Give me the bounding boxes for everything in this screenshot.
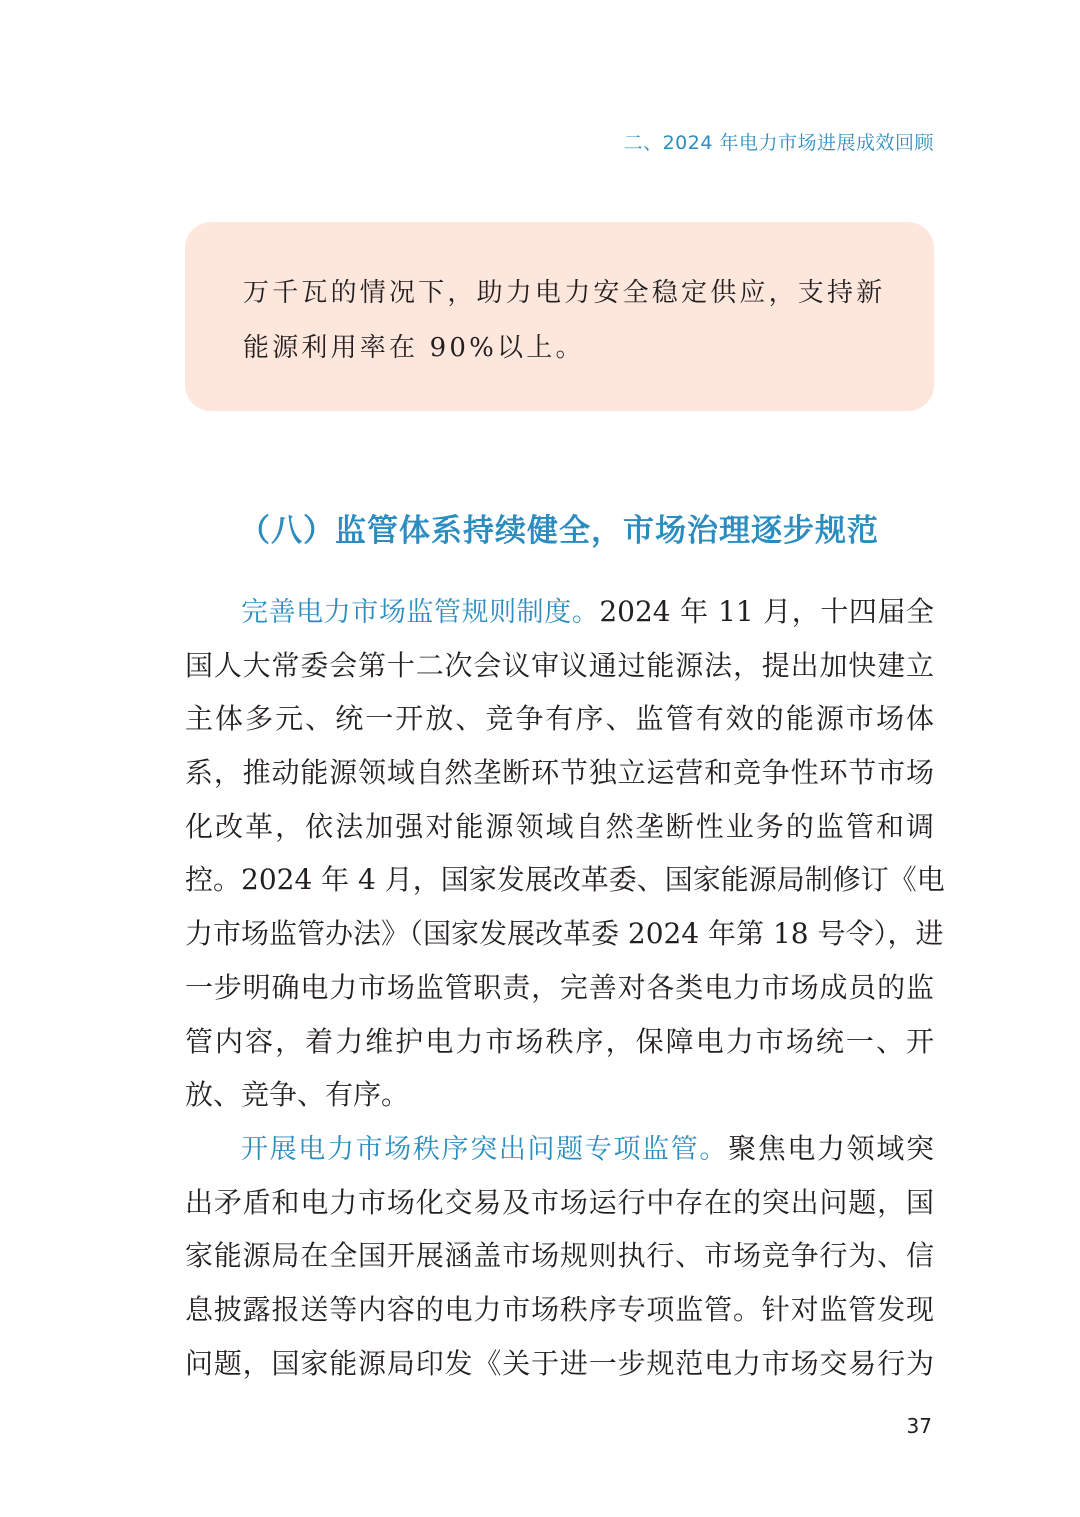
callout-line: 能源利用率在 90%以上。 (243, 333, 585, 363)
paragraph-line: 主体多元、统一开放、竞争有序、监管有效的能源市场体 (185, 702, 934, 736)
paragraph-line: 出矛盾和电力市场化交易及市场运行中存在的突出问题，国 (185, 1185, 934, 1219)
running-header: 二、2024 年电力市场进展成效回顾 (623, 132, 934, 154)
callout-box (185, 222, 934, 411)
paragraph-line: 家能源局在全国开展涵盖市场规则执行、市场竞争行为、信 (185, 1239, 934, 1273)
paragraph-line: 一步明确电力市场监管职责，完善对各类电力市场成员的监 (185, 970, 934, 1004)
paragraph-text: 2024 年 11 月，十四届全 (599, 595, 935, 628)
paragraph-lead: 完善电力市场监管规则制度。 (241, 597, 600, 628)
paragraph-line: 息披露报送等内容的电力市场秩序专项监管。针对监管发现 (185, 1292, 934, 1326)
paragraph-line: 系，推动能源领域自然垄断环节独立运营和竞争性环节市场 (185, 756, 934, 790)
paragraph-2-first-line (185, 1122, 934, 1176)
callout-line: 万千瓦的情况下，助力电力安全稳定供应，支持新 (243, 278, 886, 308)
paragraph-line: 控。2024 年 4 月，国家发展改革委、国家能源局制修订《电 (185, 863, 945, 897)
page-number: 37 (906, 1414, 932, 1438)
paragraph-text: 聚焦电力领域突 (728, 1131, 934, 1165)
paragraph-line: 国人大常委会第十二次会议审议通过能源法，提出加快建立 (185, 648, 934, 682)
paragraph-line: 问题，国家能源局印发《关于进一步规范电力市场交易行为 (185, 1346, 934, 1380)
body-text (185, 585, 945, 1390)
paragraph-line: 管内容，着力维护电力市场秩序，保障电力市场统一、开 (185, 1024, 934, 1058)
paragraph-lead: 开展电力市场秩序突出问题专项监管。 (241, 1133, 729, 1165)
paragraph-line: 化改革，依法加强对能源领域自然垄断性业务的监管和调 (185, 809, 934, 843)
section-heading: （八）监管体系持续健全，市场治理逐步规范 (239, 513, 879, 549)
paragraph-line: 力市场监管办法》（国家发展改革委 2024 年第 18 号令），进 (185, 917, 944, 951)
paragraph-1-first-line (185, 585, 934, 639)
paragraph-line: 放、竞争、有序。 (185, 1078, 410, 1112)
